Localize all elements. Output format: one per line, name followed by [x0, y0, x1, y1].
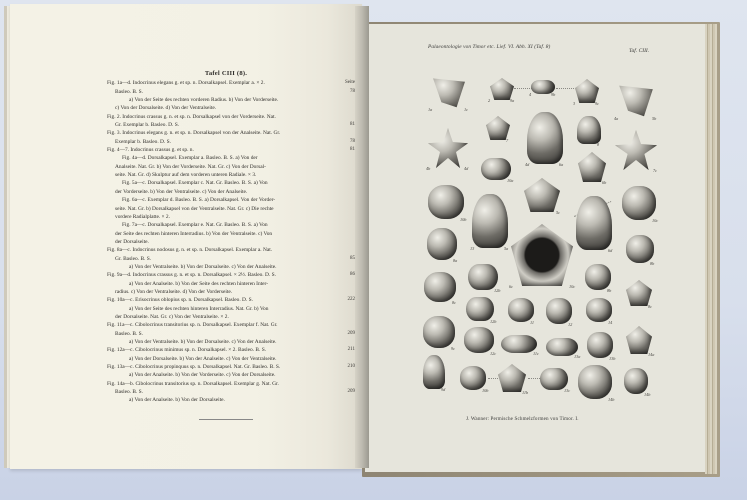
fossil-figure — [587, 332, 613, 358]
figure-label: 8b — [607, 288, 612, 293]
entry-text: Fig. 2. Indocrinus crassus g. n. et sp. n. Dorsalkapsel von der Vorderseite. Nat. — [107, 113, 276, 120]
connector-line — [488, 378, 498, 379]
fossil-figure — [626, 235, 654, 263]
fossil-figure — [472, 194, 508, 248]
page-reference: 209 — [347, 330, 355, 336]
figure-label: 10c — [569, 284, 576, 289]
fossil-figure — [427, 228, 457, 260]
index-entry — [107, 79, 355, 87]
fossil-figure — [423, 316, 455, 348]
figure-label: 10b — [460, 217, 467, 222]
figure-label: 10a — [507, 178, 514, 183]
connector-line — [556, 88, 574, 89]
page-reference: 78 — [350, 138, 355, 144]
index-entry — [107, 196, 345, 204]
figure-label: 5b — [652, 116, 657, 121]
figure-label: 10c — [652, 218, 659, 223]
page-reference: 85 — [350, 255, 355, 261]
fossil-figure — [468, 264, 498, 290]
index-entry — [107, 338, 345, 346]
entry-text: a) Von der Analseite. b) Von der Vorderseite. c) Von der Dorsalseite. — [129, 372, 276, 379]
index-entry — [107, 104, 345, 112]
entry-text: Fig. 5a—c. Dorsalkapsel. Exemplar c. Nat. Gr. Basleo. B. S. a) Von — [122, 180, 268, 187]
index-entry — [107, 313, 345, 321]
figure-label: 8c — [648, 304, 653, 309]
connector-line — [528, 378, 540, 379]
entry-text: a) Von der Analseite. b) Von der Seite des rechten hinteren Inter- — [129, 280, 269, 287]
index-entry — [107, 113, 345, 121]
entry-text: a) Von der Ventralseite. b) Von der Dorsalseite. c) Von der Analseite. — [129, 339, 277, 345]
index-entry — [107, 330, 355, 338]
index-entry — [107, 121, 355, 129]
index-title: Tafel CIII (8). — [204, 70, 248, 77]
figure-label: 14b — [644, 392, 651, 397]
entry-text: radius. c) Von der Ventralseite. d) Von der Vorderseite. — [115, 288, 233, 295]
entry-text: Gr. Basleo. B. S. — [115, 255, 152, 262]
entry-text: a) Von der Dorsalseite. b) Von der Analseite. c) Von der Ventralseite. — [129, 355, 277, 362]
figure-label: 4d — [525, 162, 530, 167]
figure-label: 12c — [490, 351, 497, 356]
figure-label: 8c — [452, 300, 457, 305]
index-entry — [107, 138, 355, 146]
entry-text: der Dorsalseite. — [115, 238, 149, 245]
entry-text: Exemplar b. Basleo. D. S. — [115, 138, 171, 145]
entry-text: Basleo. B. S. — [115, 88, 144, 95]
page-reference: 222 — [347, 297, 355, 303]
book-gutter — [355, 6, 369, 468]
index-entry — [107, 255, 355, 263]
entry-text: Fig. 4—7. Indocrinus crassus g. et sp. n. — [107, 147, 194, 154]
fossil-figure — [586, 298, 612, 322]
index-entry — [107, 388, 355, 396]
entry-text: Fig. 11a—c. Cibolocrinus transitorius sp. n. Dorsalkapsel. Exemplar f. Nat. Gr. — [107, 322, 278, 329]
figure-label: 11c — [533, 351, 539, 356]
entry-text: Fig. 14a—b. Cibolocrinus transitorius sp. n. Dorsalkapsel. Exemplar g. Nat. Gr. — [107, 380, 279, 387]
fossil-figure — [527, 112, 563, 164]
page-reference: 209 — [347, 389, 355, 395]
page-reference: 81 — [350, 147, 355, 153]
figure-label: 7 — [506, 138, 509, 143]
fossil-figure — [428, 185, 464, 219]
figure-label: 13a — [574, 354, 581, 359]
index-entry — [107, 321, 345, 329]
entry-text: Fig. 9a—d. Indocrinus crassus g. n. et sp. n. Dorsalkapsel. × 2½. Basleo. D. S. — [107, 272, 276, 279]
fossil-figure — [464, 327, 494, 353]
fossil-figure — [622, 186, 656, 220]
entry-text: Fig. 8a—c. Indocrinus nodosus g. n. et sp. n. Dorsalkapsel. Exemplar a. Nat. — [107, 247, 273, 254]
fossil-figure — [624, 368, 648, 394]
running-head: Palaeontologie von Timor etc. Lief. VI. Abh. XI (Taf. 8) — [428, 44, 551, 50]
entry-text: Fig. 12a—c. Cibolocrinus minimus sp. n. Dorsalkapsel. × 2. Basleo. B. S. — [107, 347, 267, 354]
figure-label: 13b — [609, 356, 616, 361]
index-entry — [107, 238, 345, 246]
entry-text: Analseite. Nat. Gr. b) Von der Vorderseite. Nat. Gr. c) Von der Dorsal- — [115, 163, 266, 170]
index-entry — [107, 296, 355, 304]
index-entry — [107, 271, 355, 279]
entry-text: Gr. Exemplar b. Basleo. D. S. — [115, 122, 180, 129]
index-entry — [107, 205, 345, 213]
entry-text: Fig. 13a—c. Cibolocrinus propinquus sp. n. Dorsalkapsel. Nat. Gr. Basleo. B. S. — [107, 364, 281, 371]
page-reference: Seite — [345, 80, 355, 86]
entry-text: c) Von der Dorsalseite. d) Von der Ventralseite. — [115, 105, 217, 112]
figure-label: 9b — [551, 92, 556, 97]
index-entry — [107, 213, 345, 221]
figure-label: 2 — [488, 98, 491, 103]
fossil-figure — [460, 366, 486, 390]
end-rule — [199, 419, 253, 420]
connector-line — [514, 88, 532, 89]
entry-text: Basleo. B. S. — [115, 389, 144, 396]
page-reference: 211 — [347, 347, 355, 353]
entry-text: Basleo. B. S. — [115, 330, 144, 337]
index-entry — [107, 230, 345, 238]
entry-text: Fig. 4a—d. Dorsalkapsel. Exemplar a. Basleo. B. S. a) Von der — [122, 155, 258, 162]
figure-label: 4 — [529, 92, 532, 97]
figure-label: 5c — [556, 210, 561, 215]
page-reference: 86 — [350, 272, 355, 278]
plate-index — [107, 70, 355, 420]
fossil-figure — [540, 368, 568, 390]
figure-label: 4d — [464, 166, 469, 171]
figure-label: 12b — [490, 319, 497, 324]
index-entry — [107, 129, 345, 137]
index-entry — [107, 96, 345, 104]
entry-text: der Seite des rechten hinteren Interradius. b) Von der Ventralseite. c) Von — [115, 230, 273, 237]
fossil-figure — [466, 297, 494, 321]
figure-label: 7c — [653, 168, 658, 173]
figure-label: 14b — [608, 397, 615, 402]
fossil-figure — [577, 116, 601, 144]
figure-label: 14a — [648, 352, 655, 357]
figure-label: 14 — [608, 320, 613, 325]
entry-text: Fig. 3. Indocrinus elegans g. n. et sp. n. Dorsalkapsel von der Analseite. Nat. Gr. — [107, 130, 281, 137]
fossil-figure — [501, 335, 537, 353]
figure-label: 6d — [608, 248, 613, 253]
index-entry — [107, 88, 355, 96]
index-entry — [107, 163, 345, 171]
index-entry — [107, 355, 345, 363]
figure-label: 4b — [426, 166, 431, 171]
fossil-figure — [546, 298, 572, 324]
entry-text: seite. Nat. Gr. d) Skulptur auf dem vorderen unteren Radiale. × 3. — [115, 172, 257, 179]
entry-text: Fig. 7a—c. Dorsalkapsel. Exemplar e. Nat. Gr. Basleo. B. S. a) Von — [122, 222, 268, 229]
figure-label: 9a — [510, 98, 515, 103]
entry-text: Fig. 6a—c. Exemplar d. Basleo. B. S. a) Dorsalkapsel. Von der Vorder- — [122, 197, 276, 204]
figure-label: 3 — [573, 101, 576, 106]
index-entry — [107, 179, 345, 187]
index-entry — [107, 221, 345, 229]
index-entry — [107, 363, 355, 371]
fossil-figure — [576, 196, 612, 250]
figure-label: 6a — [559, 162, 564, 167]
figure-label: 1a — [428, 107, 433, 112]
index-entries — [107, 79, 355, 404]
index-entry — [107, 346, 355, 354]
index-entry — [107, 280, 345, 288]
figure-label: 4a — [614, 116, 619, 121]
figure-label: 8 — [597, 142, 600, 147]
index-entry — [107, 246, 345, 254]
index-entry — [107, 146, 355, 154]
figure-label: 6b — [602, 180, 607, 185]
plate-number: Taf. CIII. — [629, 48, 650, 54]
index-entry — [107, 154, 345, 162]
index-entry — [107, 288, 345, 296]
entry-text: der Vorderseite. b) Von der Ventralseite. c) Von der Analseite. — [115, 188, 248, 195]
entry-text: der Dorsalseite. Nat. Gr. c) Von der Ventralseite. × 2. — [115, 313, 229, 320]
entry-text: seite. Nat. Gr. b) Dorsalkapsel von der Ventralseite. Nat. Gr. c) Die rechte — [115, 205, 274, 212]
figure-label: 6c — [509, 284, 514, 289]
fossil-figure — [481, 158, 511, 180]
figure-label: 11 — [530, 320, 534, 325]
index-entry — [107, 396, 345, 404]
entry-text: Fig. 10a—c. Erisocrinus oblopius sp. n. Dorsalkapsel. Basleo. D. S. — [107, 297, 253, 304]
entry-text: a) Von der Seite des rechten vorderen Radius. b) Von der Vorderseite. — [129, 97, 279, 104]
fossil-figure — [508, 298, 534, 322]
figure-label: 9d — [441, 387, 446, 392]
page-reference: 81 — [350, 122, 355, 128]
figure-label: 12b — [494, 288, 501, 293]
figure-label: 9c — [595, 101, 600, 106]
fossil-figure — [578, 365, 612, 399]
index-entry — [107, 380, 345, 388]
entry-text: Fig. 1a—d. Indocrinus elegans g. et sp. n. Dorsalkapsel. Exemplar a. × 2. — [107, 80, 265, 87]
plate-caption: J. Wanner: Permische Schmelzformen von Timor. I. — [466, 416, 579, 422]
figure-label: 12 — [568, 322, 573, 327]
index-entry — [107, 171, 345, 179]
figure-label: 5a — [504, 246, 509, 251]
fossil-figure — [585, 264, 611, 290]
figure-label: 10b — [482, 388, 489, 393]
index-entry — [107, 263, 345, 271]
figure-label: 13 — [470, 246, 475, 251]
entry-text: vordere Radialplatte. × 2. — [115, 213, 170, 220]
entry-text: a) Von der Seite des rechten hinteren Interradius. Nat. Gr. b) Von — [129, 305, 269, 312]
fossil-figure — [424, 272, 456, 302]
entry-text: a) Von der Ventralseite. b) Von der Dorsalseite. c) Von der Analseite. — [129, 263, 277, 270]
figure-label: 13c — [564, 388, 571, 393]
page-reference: 210 — [347, 364, 355, 370]
index-entry — [107, 188, 345, 196]
figure-label: 11b — [522, 390, 529, 395]
entry-text: a) Von der Analseite. b) Von der Dorsalseite. — [129, 397, 225, 404]
figure-label: 8a — [453, 258, 458, 263]
figure-label: 1c — [464, 107, 469, 112]
page-reference: 78 — [350, 88, 355, 94]
right-page-stack — [705, 24, 717, 474]
index-entry — [107, 371, 345, 379]
figure-label: 9c — [451, 346, 456, 351]
figure-label: 8b — [650, 261, 655, 266]
index-entry — [107, 305, 345, 313]
fossil-figure — [423, 355, 445, 389]
